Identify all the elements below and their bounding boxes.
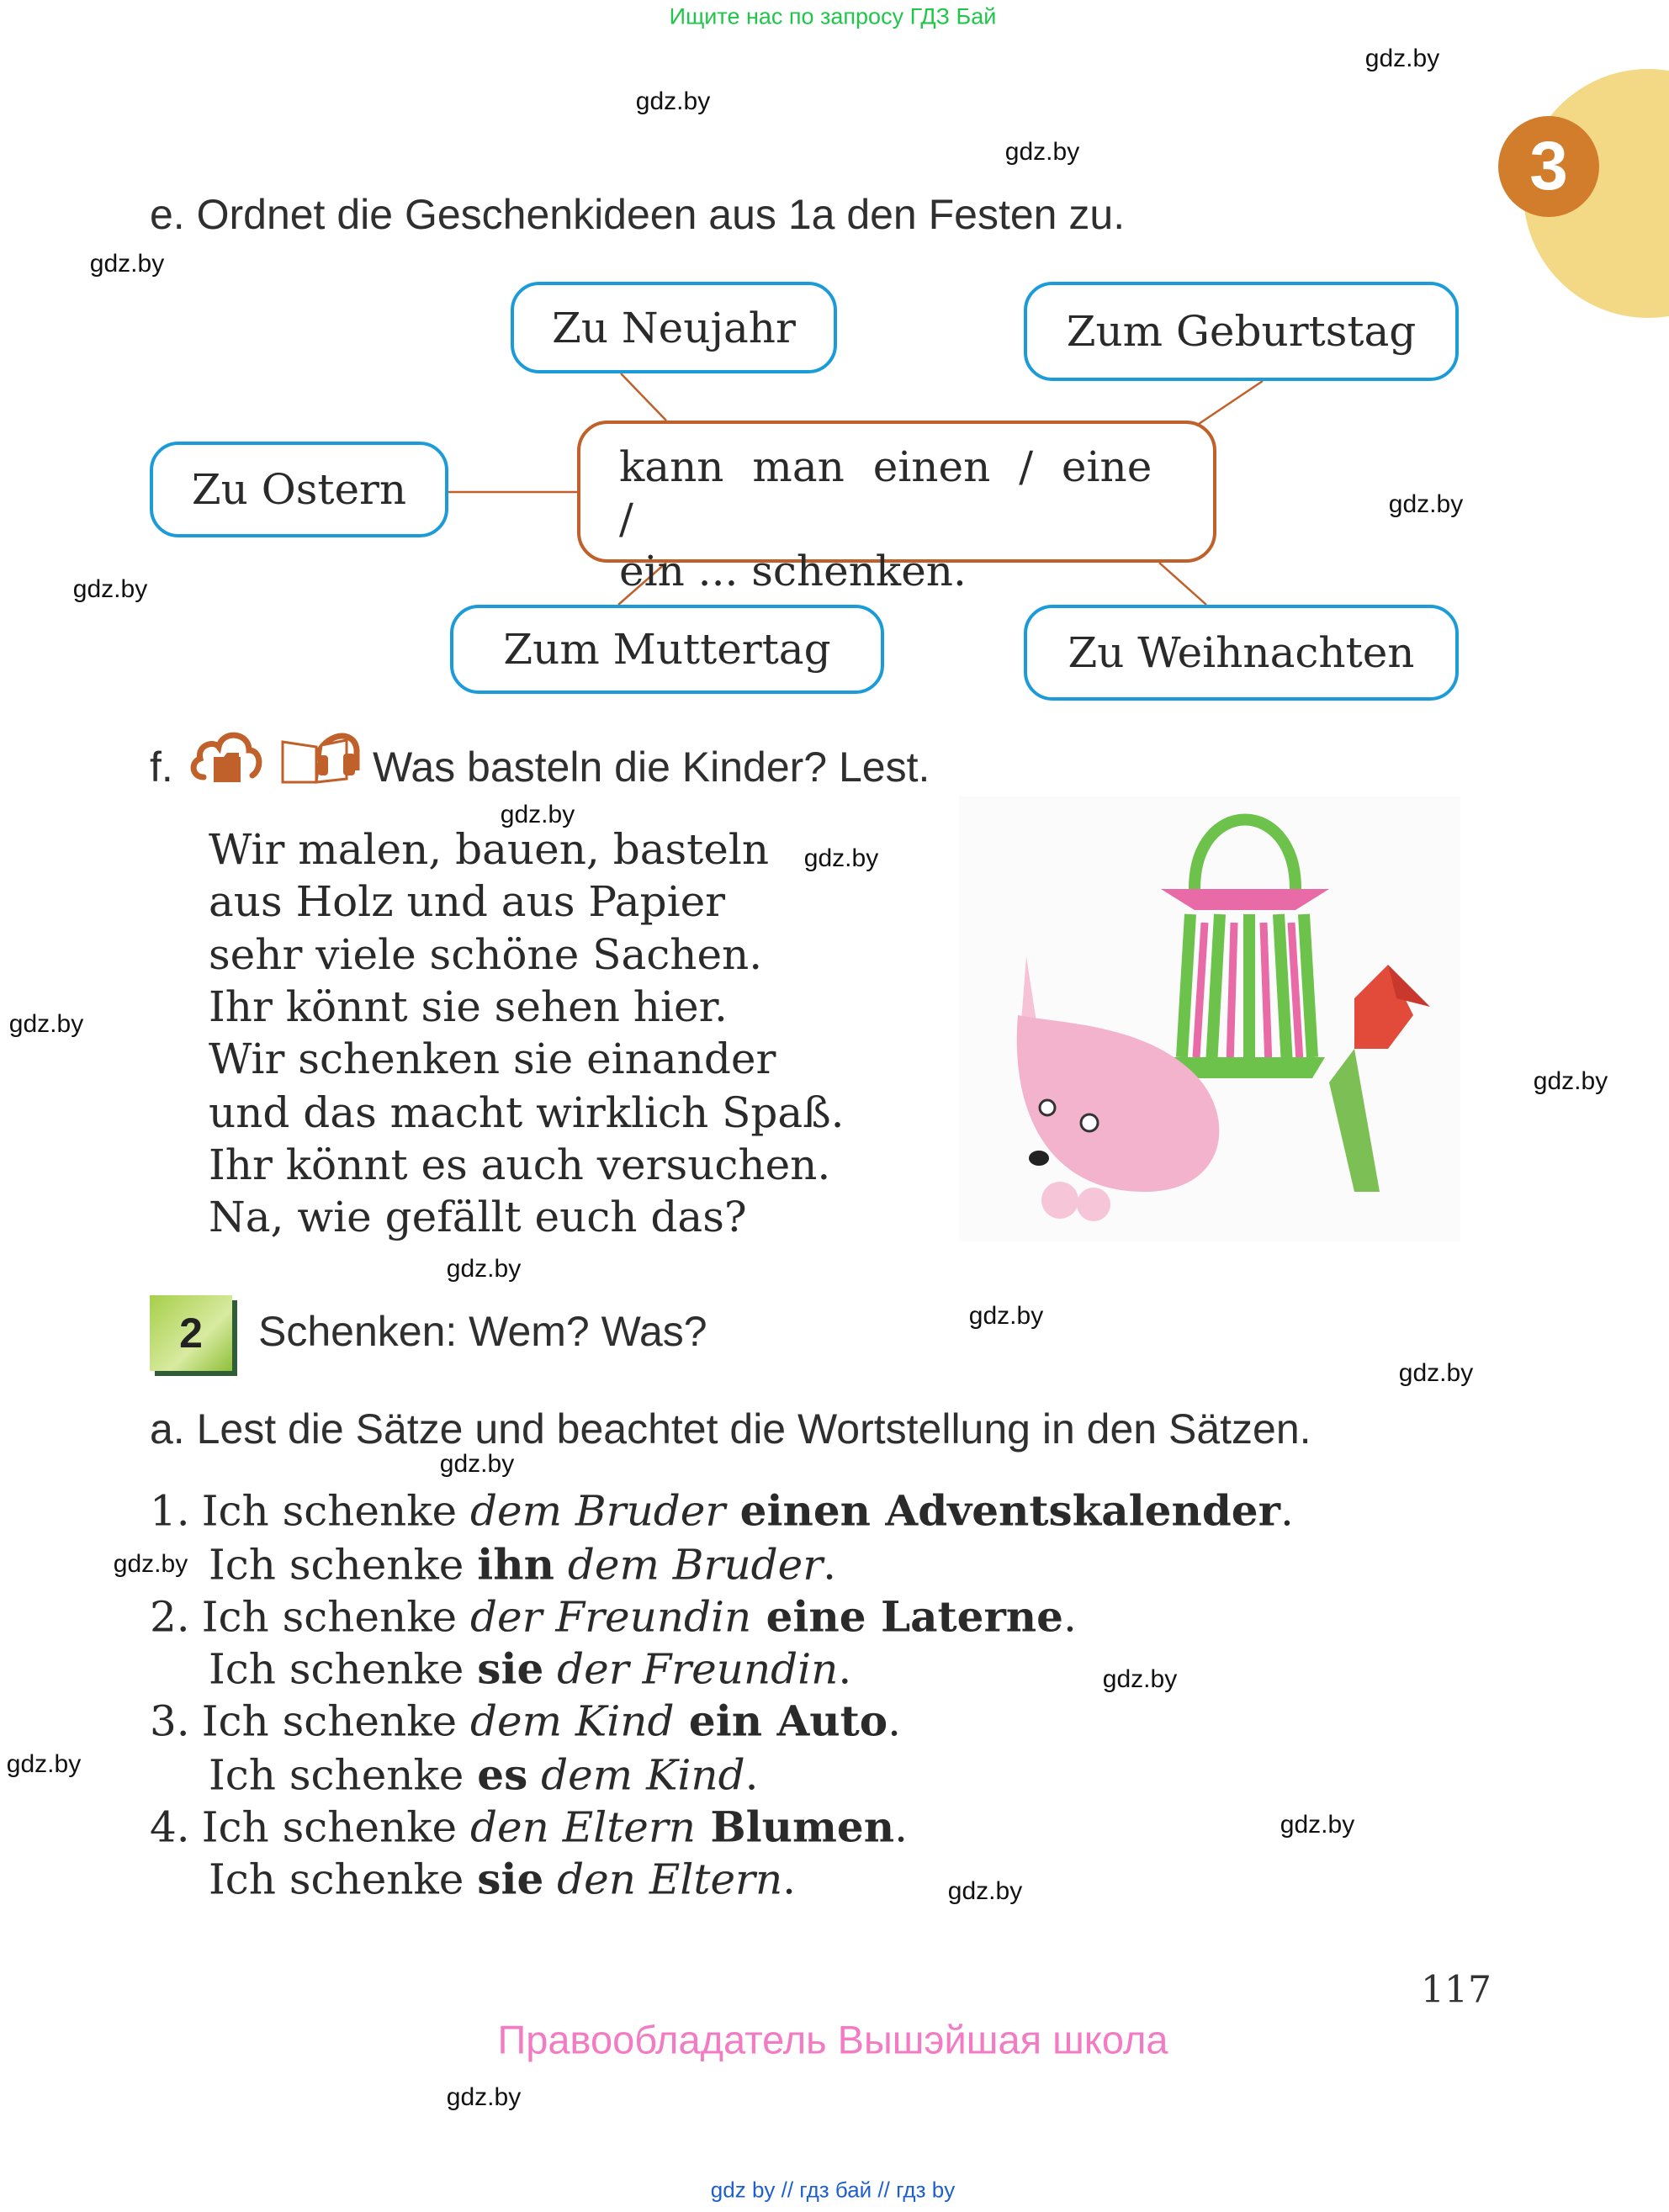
watermark: gdz.by xyxy=(635,87,711,115)
exercise-number-badge: 2 xyxy=(150,1295,232,1371)
watermark: gdz.by xyxy=(947,1877,1023,1905)
watermark: gdz.by xyxy=(968,1302,1044,1330)
holiday-box-geburtstag: Zum Geburtstag xyxy=(1024,282,1459,381)
sentence-text: Ich schenke xyxy=(209,1855,478,1904)
accusative-object: sie xyxy=(477,1854,544,1904)
watermark: gdz.by xyxy=(446,1255,522,1283)
center-phrase-box xyxy=(577,421,1216,595)
watermark: gdz.by xyxy=(1533,1067,1608,1095)
sentence-number: 2. xyxy=(150,1592,190,1642)
dative-object: dem Kind xyxy=(470,1696,675,1746)
example-sentence xyxy=(150,1802,908,1852)
sentence-text: . xyxy=(782,1855,797,1904)
crafts-photo xyxy=(959,796,1460,1241)
watermark: gdz.by xyxy=(72,575,148,603)
book-headphones-icon[interactable] xyxy=(279,717,362,786)
accusative-object: ihn xyxy=(477,1539,554,1590)
connector-line xyxy=(1196,381,1263,426)
dative-object: dem Kind xyxy=(541,1750,745,1800)
poem-line: Ihr könnt sie sehen hier. xyxy=(209,982,728,1031)
sentence-text: Ich schenke xyxy=(209,1540,478,1590)
holiday-box-ostern: Zu Ostern xyxy=(150,442,448,537)
cloud-folder-icon[interactable] xyxy=(188,725,264,786)
sentence-text: . xyxy=(887,1696,901,1746)
dative-object: der Freundin xyxy=(470,1592,752,1642)
poem-line: Ihr könnt es auch versuchen. xyxy=(209,1140,831,1189)
sentence-text: . xyxy=(744,1750,759,1800)
dative-object: dem Bruder xyxy=(567,1540,824,1590)
sentence-text: Ich schenke xyxy=(201,1592,471,1642)
dative-object: den Eltern xyxy=(557,1855,783,1904)
sentence-number: 4. xyxy=(150,1802,190,1852)
sentence-text: Ich schenke xyxy=(209,1750,478,1800)
holiday-box-neujahr: Zu Neujahr xyxy=(511,282,837,373)
watermark: gdz.by xyxy=(113,1550,188,1578)
poem-line: aus Holz und aus Papier xyxy=(209,877,726,926)
search-hint: Ищите нас по запросу ГДЗ Бай xyxy=(669,3,997,29)
page-number: 117 xyxy=(1421,1968,1492,2012)
sentence-text: . xyxy=(1062,1592,1077,1642)
poem-line: Wir schenken sie einander xyxy=(209,1035,776,1083)
accusative-object: sie xyxy=(477,1643,544,1694)
example-sentence xyxy=(209,1540,836,1590)
watermark: gdz.by xyxy=(1364,45,1440,72)
poem-line: sehr viele schöne Sachen. xyxy=(209,930,763,979)
holiday-box-muttertag: Zum Muttertag xyxy=(450,605,884,694)
exercise-2-title: Schenken: Wem? Was? xyxy=(258,1308,707,1355)
sentence-text: . xyxy=(838,1644,852,1694)
watermark: gdz.by xyxy=(1004,138,1080,166)
section-f-label: f. xyxy=(150,744,173,791)
sentence-text: Ich schenke xyxy=(201,1696,471,1746)
sentence-text: Ich schenke xyxy=(201,1486,471,1536)
sentence-number: 3. xyxy=(150,1696,190,1746)
example-sentence xyxy=(150,1696,901,1746)
center-phrase-line-2: ein ... schenken. xyxy=(619,547,967,595)
watermark: gdz.by xyxy=(803,844,879,872)
example-sentence xyxy=(209,1644,851,1694)
dative-object: der Freundin xyxy=(557,1644,839,1694)
watermark: gdz.by xyxy=(1398,1359,1474,1387)
sentence-text: . xyxy=(894,1802,908,1852)
sentence-text: Ich schenke xyxy=(201,1802,471,1852)
section-f-title: Was basteln die Kinder? Lest. xyxy=(373,744,930,791)
sentence-number: 1. xyxy=(150,1486,190,1536)
watermark: gdz.by xyxy=(500,801,575,828)
poem-line: Na, wie gefällt euch das? xyxy=(209,1193,747,1241)
poem-line: Wir malen, bauen, basteln xyxy=(209,825,770,874)
sentence-text: . xyxy=(823,1540,837,1590)
sentence-text xyxy=(543,1855,557,1904)
footer-links[interactable]: gdz by // гдз бай // гдз by xyxy=(710,2177,956,2203)
sentence-text xyxy=(543,1645,557,1694)
sentence-text xyxy=(527,1751,541,1800)
watermark: gdz.by xyxy=(1102,1665,1178,1693)
rights-holder: Правообладатель Вышэйшая школа xyxy=(497,2017,1168,2062)
watermark: gdz.by xyxy=(1280,1811,1355,1839)
accusative-object: ein Auto xyxy=(674,1696,888,1746)
unit-number-badge: 3 xyxy=(1498,116,1599,217)
section-a-heading: a. Lest die Sätze und beachtet die Wortstellung in den Sätzen. xyxy=(150,1405,1311,1453)
sentence-text: Ich schenke xyxy=(209,1644,478,1694)
watermark: gdz.by xyxy=(446,2083,522,2111)
accusative-object: einen Adventskalender xyxy=(725,1485,1280,1536)
example-sentence xyxy=(209,1750,759,1800)
accusative-object: Blumen xyxy=(695,1802,895,1852)
holiday-box-weihnachten: Zu Weihnachten xyxy=(1024,605,1459,701)
accusative-object: es xyxy=(477,1749,528,1800)
example-sentence xyxy=(209,1855,796,1904)
sentence-text xyxy=(554,1541,568,1590)
accusative-object: eine Laterne xyxy=(751,1591,1063,1642)
watermark: gdz.by xyxy=(439,1450,515,1478)
poem-line: und das macht wirklich Spaß. xyxy=(209,1088,845,1137)
dative-object: dem Bruder xyxy=(470,1486,726,1536)
sentence-text: . xyxy=(1280,1486,1294,1536)
dative-object: den Eltern xyxy=(470,1802,696,1852)
connector-line xyxy=(621,373,666,421)
watermark: gdz.by xyxy=(89,250,165,278)
watermark: gdz.by xyxy=(8,1010,84,1038)
watermark: gdz.by xyxy=(1388,490,1464,518)
example-sentence xyxy=(150,1592,1077,1642)
watermark: gdz.by xyxy=(6,1750,82,1778)
example-sentence xyxy=(150,1486,1294,1536)
center-phrase-line-1: kann man einen / eine / xyxy=(619,442,1152,543)
section-e-heading: e. Ordnet die Geschenkideen aus 1a den Festen zu. xyxy=(150,191,1126,238)
